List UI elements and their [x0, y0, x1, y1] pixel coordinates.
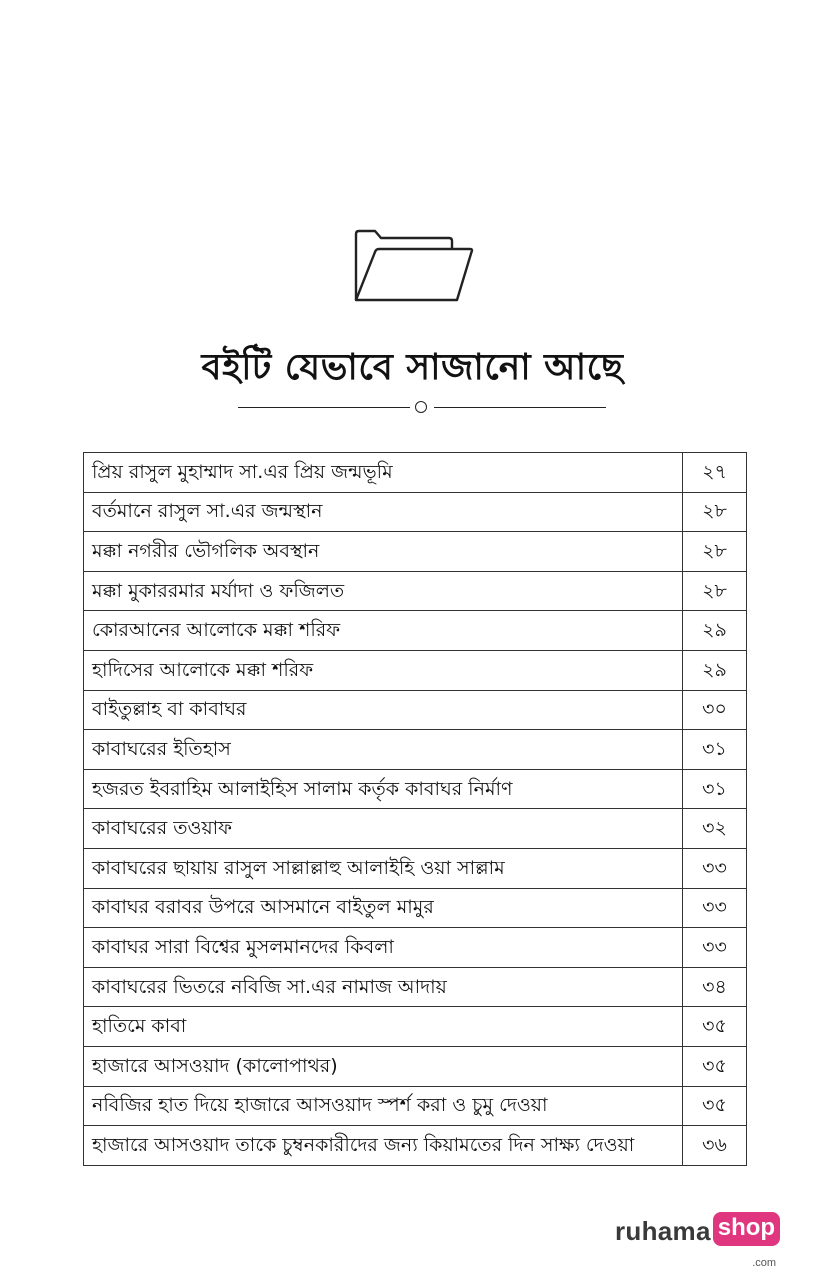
toc-row [84, 928, 747, 968]
toc-entry-title: কাবাঘরের ইতিহাস [84, 730, 683, 770]
toc-entry-page: ৩৫ [683, 1007, 747, 1047]
toc-entry-title: কাবাঘরের ছায়ায় রাসুল সাল্লাল্লাহু আলাইহি ওয়া সাল্লাম [84, 848, 683, 888]
logo-text-ruhama: ruhama [615, 1216, 711, 1246]
toc-entry-title: হজরত ইবরাহিম আলাইহিস সালাম কর্তৃক কাবাঘর নির্মাণ [84, 769, 683, 809]
folder-icon [353, 228, 475, 304]
toc-row [84, 888, 747, 928]
toc-row [84, 492, 747, 532]
toc-row [84, 1007, 747, 1047]
title-divider [238, 398, 606, 418]
toc-entry-title: কোরআনের আলোকে মক্কা শরিফ [84, 611, 683, 651]
toc-entry-page: ২৮ [683, 492, 747, 532]
toc-entry-title: কাবাঘর বরাবর উপরে আসমানে বাইতুল মামুর [84, 888, 683, 928]
toc-row [84, 690, 747, 730]
toc-row [84, 809, 747, 849]
logo-text-shop: shop .com [713, 1212, 780, 1246]
page-title: বইটি যেভাবে সাজানো আছে [201, 346, 624, 388]
toc-entry-title: প্রিয় রাসুল মুহাম্মাদ সা.এর প্রিয় জন্মভূমি [84, 453, 683, 493]
table-of-contents [83, 452, 747, 1166]
toc-entry-title: হাজারে আসওয়াদ (কালোপাথর) [84, 1046, 683, 1086]
ruhamashop-logo [615, 1212, 780, 1269]
toc-entry-page: ২৭ [683, 453, 747, 493]
toc-row [84, 730, 747, 770]
toc-entry-title: মক্কা নগরীর ভৌগলিক অবস্থান [84, 532, 683, 572]
toc-row [84, 848, 747, 888]
toc-entry-page: ৩১ [683, 730, 747, 770]
toc-entry-page: ৩৩ [683, 848, 747, 888]
toc-entry-page: ৩৫ [683, 1086, 747, 1126]
toc-row [84, 967, 747, 1007]
toc-entry-title: হাতিমে কাবা [84, 1007, 683, 1047]
toc-entry-page: ২৮ [683, 532, 747, 572]
toc-entry-title: মক্কা মুকাররমার মর্যাদা ও ফজিলত [84, 571, 683, 611]
toc-row [84, 571, 747, 611]
toc-entry-page: ৩২ [683, 809, 747, 849]
toc-entry-title: কাবাঘরের তওয়াফ [84, 809, 683, 849]
toc-entry-page: ২৯ [683, 650, 747, 690]
ornament-circle-icon [415, 401, 427, 413]
toc-entry-page: ২৯ [683, 611, 747, 651]
toc-entry-page: ৩৩ [683, 928, 747, 968]
toc-row [84, 769, 747, 809]
toc-entry-page: ৩১ [683, 769, 747, 809]
toc-row [84, 1126, 747, 1166]
toc-row [84, 611, 747, 651]
toc-entry-title: হাদিসের আলোকে মক্কা শরিফ [84, 650, 683, 690]
toc-row [84, 650, 747, 690]
toc-entry-page: ৩৬ [683, 1126, 747, 1166]
toc-row [84, 532, 747, 572]
toc-entry-title: বাইতুল্লাহ বা কাবাঘর [84, 690, 683, 730]
toc-entry-page: ৩৩ [683, 888, 747, 928]
toc-entry-title: নবিজির হাত দিয়ে হাজারে আসওয়াদ স্পর্শ করা ও চুমু দেওয়া [84, 1086, 683, 1126]
toc-entry-title: কাবাঘরের ভিতরে নবিজি সা.এর নামাজ আদায় [84, 967, 683, 1007]
toc-entry-page: ২৮ [683, 571, 747, 611]
toc-entry-title: হাজারে আসওয়াদ তাকে চুম্বনকারীদের জন্য কিয়ামতের দিন সাক্ষ্য দেওয়া [84, 1126, 683, 1166]
toc-entry-page: ৩০ [683, 690, 747, 730]
toc-row [84, 1046, 747, 1086]
toc-row [84, 1086, 747, 1126]
toc-row [84, 453, 747, 493]
toc-entry-title: কাবাঘর সারা বিশ্বের মুসলমানদের কিবলা [84, 928, 683, 968]
toc-entry-title: বর্তমানে রাসুল সা.এর জন্মস্থান [84, 492, 683, 532]
toc-entry-page: ৩৪ [683, 967, 747, 1007]
toc-entry-page: ৩৫ [683, 1046, 747, 1086]
logo-domain: .com [752, 1257, 777, 1269]
